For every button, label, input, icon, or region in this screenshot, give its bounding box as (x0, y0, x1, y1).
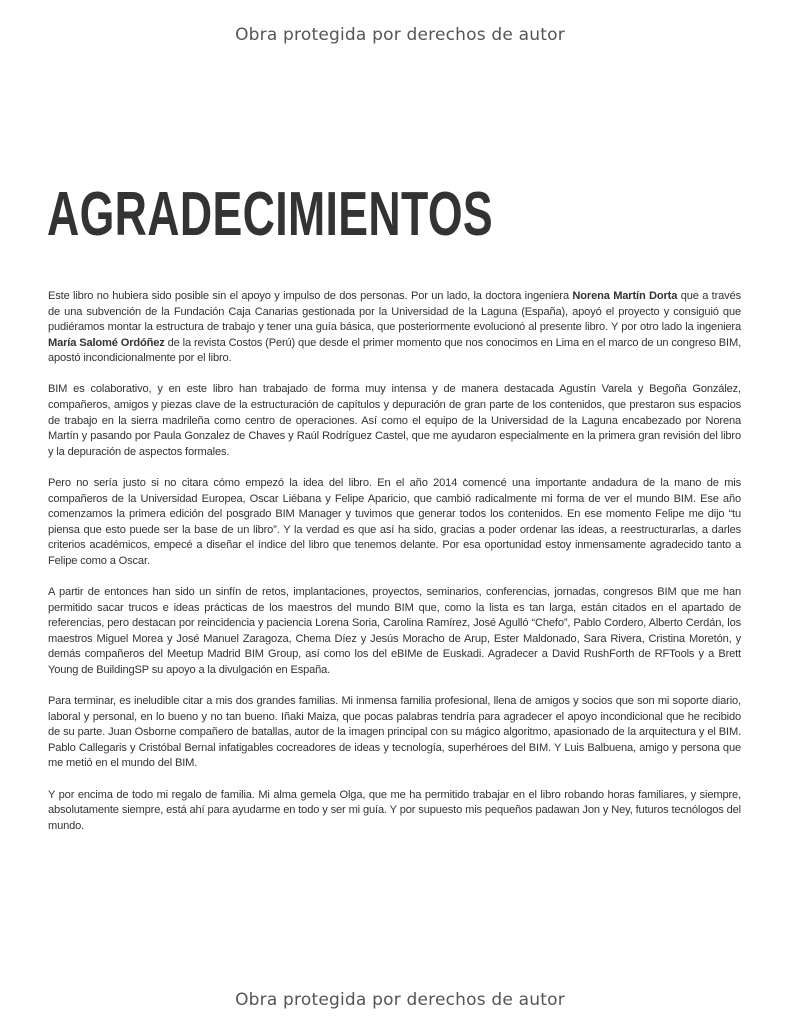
watermark-bottom: Obra protegida por derechos de autor (235, 990, 565, 1010)
paragraph-1-text-c: de la revista Costos (Perú) que desde el primer momento que nos conocimos en Lima en el marco de un congreso BIM, apostó incondicionalmente por el libro. (48, 336, 741, 365)
page-title: AGRADECIMIENTOS (47, 180, 494, 249)
name-norena-martin-dorta: Norena Martín Dorta (572, 290, 678, 302)
paragraph-3: Pero no sería justo si no citara cómo empezó la idea del libro. En el año 2014 comencé una importante andadura de la mano de mis compañeros de la Universidad Europea, Oscar Liébana y Felipe Aparicio, que cambió radicalmente mi forma de ver el mundo BIM. Ese año comenzamos la primera edición del posgrado BIM Manager y tuvimos que generar todos los contenidos. En ese momento Felipe me dijo “tu piensa que esto puede ser la base de un libro”. Y la verdad es que así ha sido, gracias a poder ordenar las ideas, a reestructurarlas, a darles criterios académicos, empecé a diseñar el índice del libro que tenemos delante. Por esa oportunidad estoy inmensamente agradecido tanto a Felipe como a Oscar. (48, 476, 741, 567)
watermark-top: Obra protegida por derechos de autor (235, 25, 565, 45)
paragraph-5: Para terminar, es ineludible citar a mis dos grandes familias. Mi inmensa familia profesional, llena de amigos y socios que son mi soporte diario, laboral y personal, en lo bueno y no tan bueno. Iñaki Maiza, que pocas palabras tendría para agradecer el apoyo incondicional que he recibido de su parte. Juan Osborne compañero de batallas, autor de la imagen principal con su mágico algoritmo, apasionado de la arquitectura y el BIM. Pablo Callegaris y Cristóbal Bernal infatigables cocreadores de ideas y tecnología, superhéroes del BIM. Y Luis Balbuena, amigo y persona que me metió en el mundo del BIM. (48, 695, 741, 770)
paragraph-4: A partir de entonces han sido un sinfín de retos, implantaciones, proyectos, seminarios, conferencias, jornadas, congresos BIM que me han permitido sacar trucos e ideas prácticas de los maestros del mundo BIM que, como la lista es tan larga, están citados en el apartado de referencias, pero destacan por reincidencia y paciencia Lorena Soria, Carolina Ramírez, José Agulló “Chefo”, Pablo Cordero, Alberto Cerdán, los maestros Miguel Morea y José Manuel Zaragoza, Chema Díez y Jesús Moracho de Arup, Ester Maldonado, Sara Rivera, Cristina Moretón, y demás compañeros del Meetup Madrid BIM Group, así como los del eBIMe de Euskadi. Agradecer a David RushForth de RFTools y a Brett Young de BuildingSP su apoyo a la divulgación en España. (48, 586, 741, 676)
paragraph-1 (48, 289, 741, 367)
paragraph-2: BIM es colaborativo, y en este libro han trabajado de forma muy intensa y de manera destacada Agustín Varela y Begoña González, compañeros, amigos y piezas clave de la estructuración de capítulos y depuración de gran parte de los contenidos, que prestaron sus espacios de trabajo en la sierra madrileña como centro de operaciones. Así como el equipo de la Universidad de la Laguna encabezado por Norena Martín y pasando por Paula Gonzalez de Chaves y Raúl Rodríguez Castel, que me ayudaron especialmente en la primera gran revisión del libro y la depuración de aspectos formales. (48, 383, 741, 458)
name-maria-salome-ordonez: María Salomé Ordóñez (48, 336, 165, 349)
paragraph-1-text-a: Este libro no hubiera sido posible sin el apoyo y impulso de dos personas. Por un lado, la doctora ingeniera (48, 290, 573, 302)
paragraph-1-text-b: que a través de una subvención de la Fundación Caja Canarias gestionada por la Universidad de la Laguna (España), apoyó el proyecto y consiguió que pudiéramos montar la estructura de trabajo y tener una guía básica, que posteriormente evolucionó al presente libro. Y por otro lado la ingeniera (48, 290, 741, 334)
body-text (48, 289, 741, 850)
paragraph-6: Y por encima de todo mi regalo de familia. Mi alma gemela Olga, que me ha permitido trabajar en el libro robando horas familiares, y siempre, absolutamente siempre, está ahí para ayudarme en todo y ser mi guía. Y por supuesto mis pequeños padawan Jon y Ney, futuros tecnólogos del mundo. (48, 788, 741, 832)
